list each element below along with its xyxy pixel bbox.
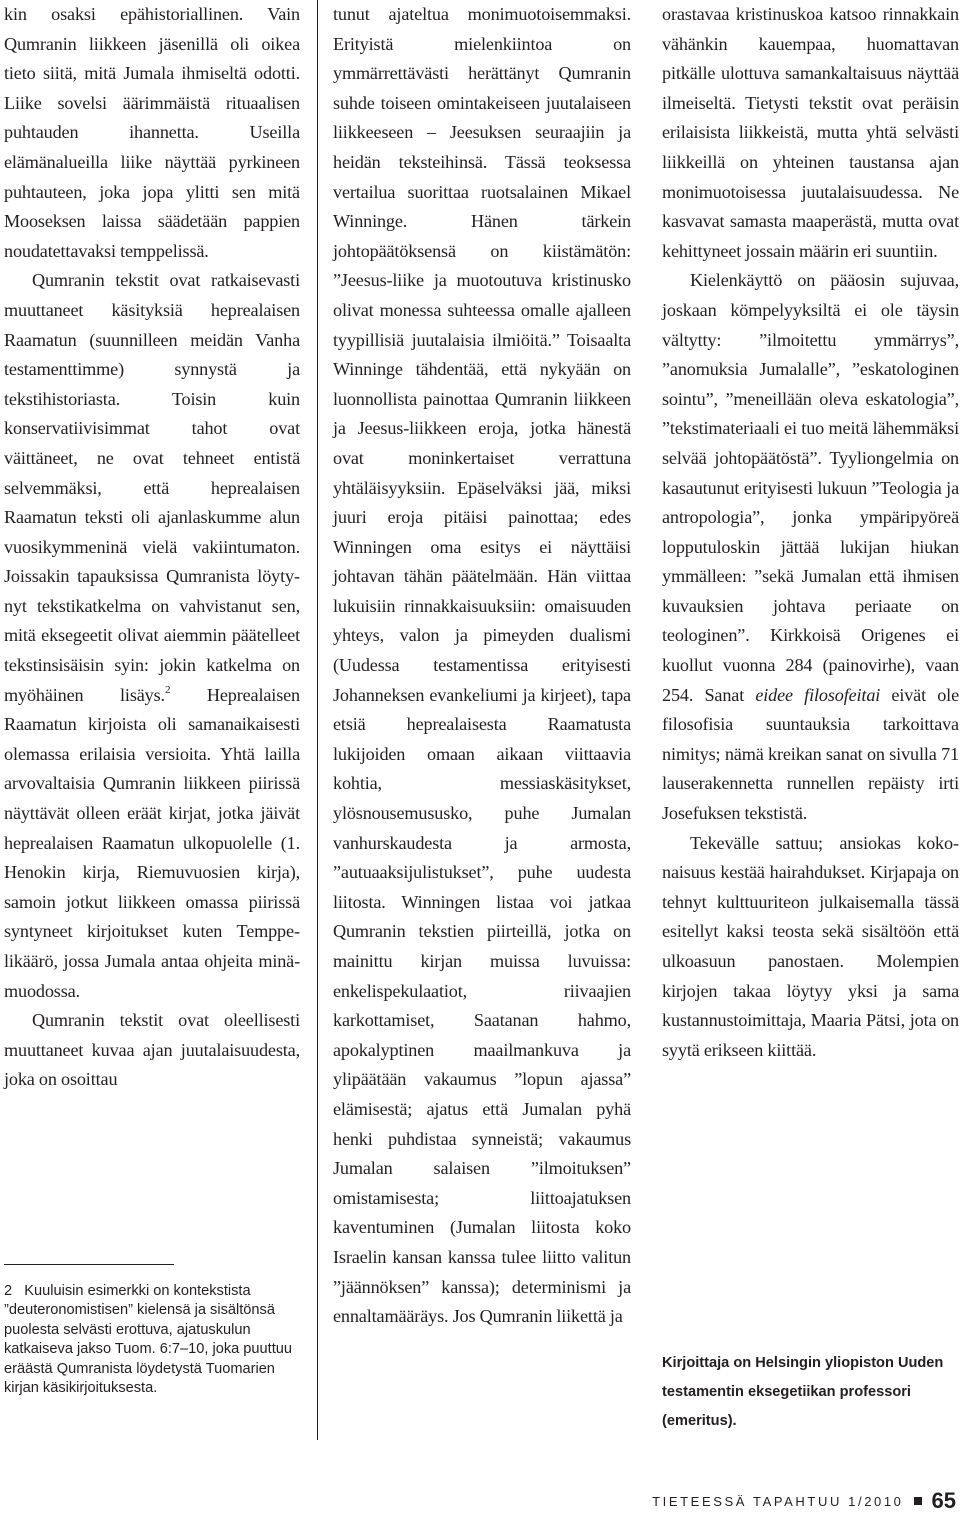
paragraph: orastavaa kristinuskoa katsoo rinnakkain vähänkin kauempaa, huomattavan pitkälle ulottuva samankaltaisuus näyttää ilmeiseltä. Tietysti tekstit ovat peräisin erilaisista liikkeistä, mutta yhtä selvästi liikkeillä on yhteinen taustansa ajan monimuotoisessa juutalaisuudessa. Ne kasvavat samasta maaperästä, mutta ovat kehittyneet jossain määrin eri suuntiin. [662,4,959,261]
paragraph-text: Heprealaisen Raamatun kirjoista oli samanaikaisesti olemassa erilaisia versioita. Yhtä lailla arvovaltaisia Qumranin liikkeen piirissä näyttävät olleen eräät kirjat, jotka jäivät heprealaisen Raamatun ulkopuolelle (1. Henokin kirja, Riemuvuosien kirja), samoin jotkut liikkeen omassa piirissä syntyneet kirjoitukset kuten Temppelikäärö, jossa Jumala antaa ohjeita minä-muodossa. [4,684,300,1001]
footnote-number: 2 [4,1283,13,1299]
paragraph: Qumranin tekstit ovat oleellisesti muuttaneet kuvaa ajan juutalaisuudesta, joka on osoittau [4,1010,300,1090]
paragraph-text: eivät ole filosofisia suuntauksia tarkoittava nimitys; nämä kreikan sanat on sivulla 71 lauserakennetta runnellen repäisty irti Josefuksen tekstistä. [662,684,959,824]
square-bullet-icon [914,1497,922,1505]
footnote-text: Kuuluisin esimerkki on kontekstista ”deuteronomistisen” kielensä ja sisältönsä puolesta selvästi erottuva, ajatuskulun katkaiseva jakso Tuom. 6:7–10, joka puuttuu eräästä Qumranista löydetystä Tuomarien kirjan käsikirjoituksesta. [4,1283,292,1397]
page-number: 65 [931,1488,956,1513]
footnote [4,1282,300,1398]
article-column-2 [333,0,631,1332]
paragraph-text: Kielenkäyttö on pääosin sujuvaa, joskaan kömpelyyksiltä ei ole täysin vältytty: ”ilmoitettu ymmärrys”, ”anomuksia Jumalalle”, ”eskatologinen sointu”, ”meneillään oleva eskatologia”, ”tekstimateriaali ei tuo meitä lähemmäksi selvää johtopäätöstä”. Tyyliongelmia on kasautunut erityisesti lukuun ”Teologia ja antropologia”, jonka ympäripyöreä lopputuloskin jättää lukijan hiukan ymmälleen: ”sekä Jumalan että ihmisen kuvauksien johtava periaate on teologinen”. Kirkkoisä Origenes ei kuollut vuonna 284 (painovirhe), vaan 254. Sanat [662,270,959,705]
footnote-divider [4,1264,174,1265]
article-column-1 [4,0,300,1095]
column-divider [317,0,318,1440]
page-footer [652,1488,956,1514]
paragraph-text: Qumranin tekstit ovat ratkaisevasti muuttaneet käsityksiä heprealaisen Raamatun (suunnilleen meidän Vanha testamenttimme) synnystä ja tekstihistoriasta. Toisin kuin konservatiivisimmat tahot ovat väittäneet, ne ovat tehneet entistä selvemmäksi, että heprealaisen Raamatun teksti oli ajanlaskumme alun vuosikymmeninä vielä vakiintumaton. Joissakin tapauksissa Qumranista löytynyt tekstikatkelma on vahvistanut sen, mitä eksegeetit olivat aiemmin päätelleet tekstinsisäisin syin: jokin katkelma on myöhäinen lisäys. [4,270,300,705]
author-note: Kirjoittaja on Helsingin yliopiston Uuden testamentin eksegetiikan professori (emeritus). [662,1355,944,1429]
magazine-title: TIETEESSÄ TAPAHTUU 1/2010 [652,1493,904,1509]
paragraph: tunut ajateltua monimuotoisemmaksi. Erityistä mielenkiintoa on ymmärrettävästi herättänyt Qumranin suhde toiseen omintakeiseen juutalaiseen liikkeeseen – Jeesuksen seuraajiin ja heidän teksteihinsä. Tässä teoksessa vertailua suorittaa ruotsalainen Mikael Winninge. Hänen tärkein johtopäätöksensä on kiistämätön: ”Jeesus-liike ja muotoutuva kristinusko olivat monessa suhteessa omalle ajalleen tyypillisiä juutalaisia ilmiöitä.” Toisaalta Winninge tähdentää, että nykyään on luonnollista painottaa Qumranin liikkeen ja Jeesus-liikkeen eroja, jotka hänestä ovat moninkertaiset verrattuna yhtäläisyyksiin. Epäselväksi jää, miksi juuri eroja pitäisi painottaa; edes Winningen oma esitys ei näyttäisi johtavan tähän päätelmään. Hän viittaa lukuisiin rinnakkaisuuksiin: omaisuuden yhteys, valon ja pimeyden dualismi (Uudessa testamentissa erityisesti Johanneksen evankeliumi ja kirjeet), tapa etsiä heprealaisesta Raamatusta lukijoiden omaan aikaan viittaavia kohtia, messiaskäsitykset, ylösnousemususko, puhe Jumalan vanhurskaudesta ja armosta, ”autuaaksijulistukset”, puhe uudesta liitosta. Winningen listaa voi jatkaa Qumranin tekstien piirteillä, jotka on mainittu kirjan muissa luvuissa: enkelispekulaatiot, riivaajien karkottamiset, Saatanan hahmo, apokalyptinen maailmankuva ja ylipäätään vakaumus ”lopun ajassa” elämisestä; ajatus että Jumalan pyhä henki puhdistaa synneistä; vakaumus Jumalan salaisen ”ilmoituksen” omistamisesta; liittoajatuksen kaventuminen (Jumalan liitosta koko Israelin kansan kanssa tulee liitto valitun ”jäännöksen” kanssa); determinismi ja ennaltamääräys. Jos Qumranin liikettä ja [333,4,631,1327]
footnote-reference[interactable]: 2 [164,683,171,696]
paragraph [662,266,959,828]
paragraph: Tekevälle sattuu; ansiokas kokonaisuus kestää hairahdukset. Kirjapaja on tehnyt kulttuuriteon julkaisemalla tässä esitellyt kaksi teosta sekä sisältöön että ulkoasuun panostaen. Molempien kirjojen takaa löytyy yksi ja sama kustannustoimittaja, Maaria Pätsi, jota on syytä erikseen kiittää. [662,832,959,1060]
paragraph: kin osaksi epähistoriallinen. Vain Qumranin liikkeen jäsenillä oli oikea tieto siitä, mitä Jumala ihmiseltä odotti. Liike sovelsi äärimmäistä rituaalisen puhtauden ihannetta. Useilla elämänalueilla liike näyttää pyrkineen puhtauteen, joka jopa ylitti sen mitä Mooseksen laissa säädetään pappien noudatettavaksi temppelissä. [4,4,300,261]
paragraph [4,266,300,1006]
article-column-3 [662,0,959,1065]
italic-term: eidee filosofeitai [755,684,881,705]
